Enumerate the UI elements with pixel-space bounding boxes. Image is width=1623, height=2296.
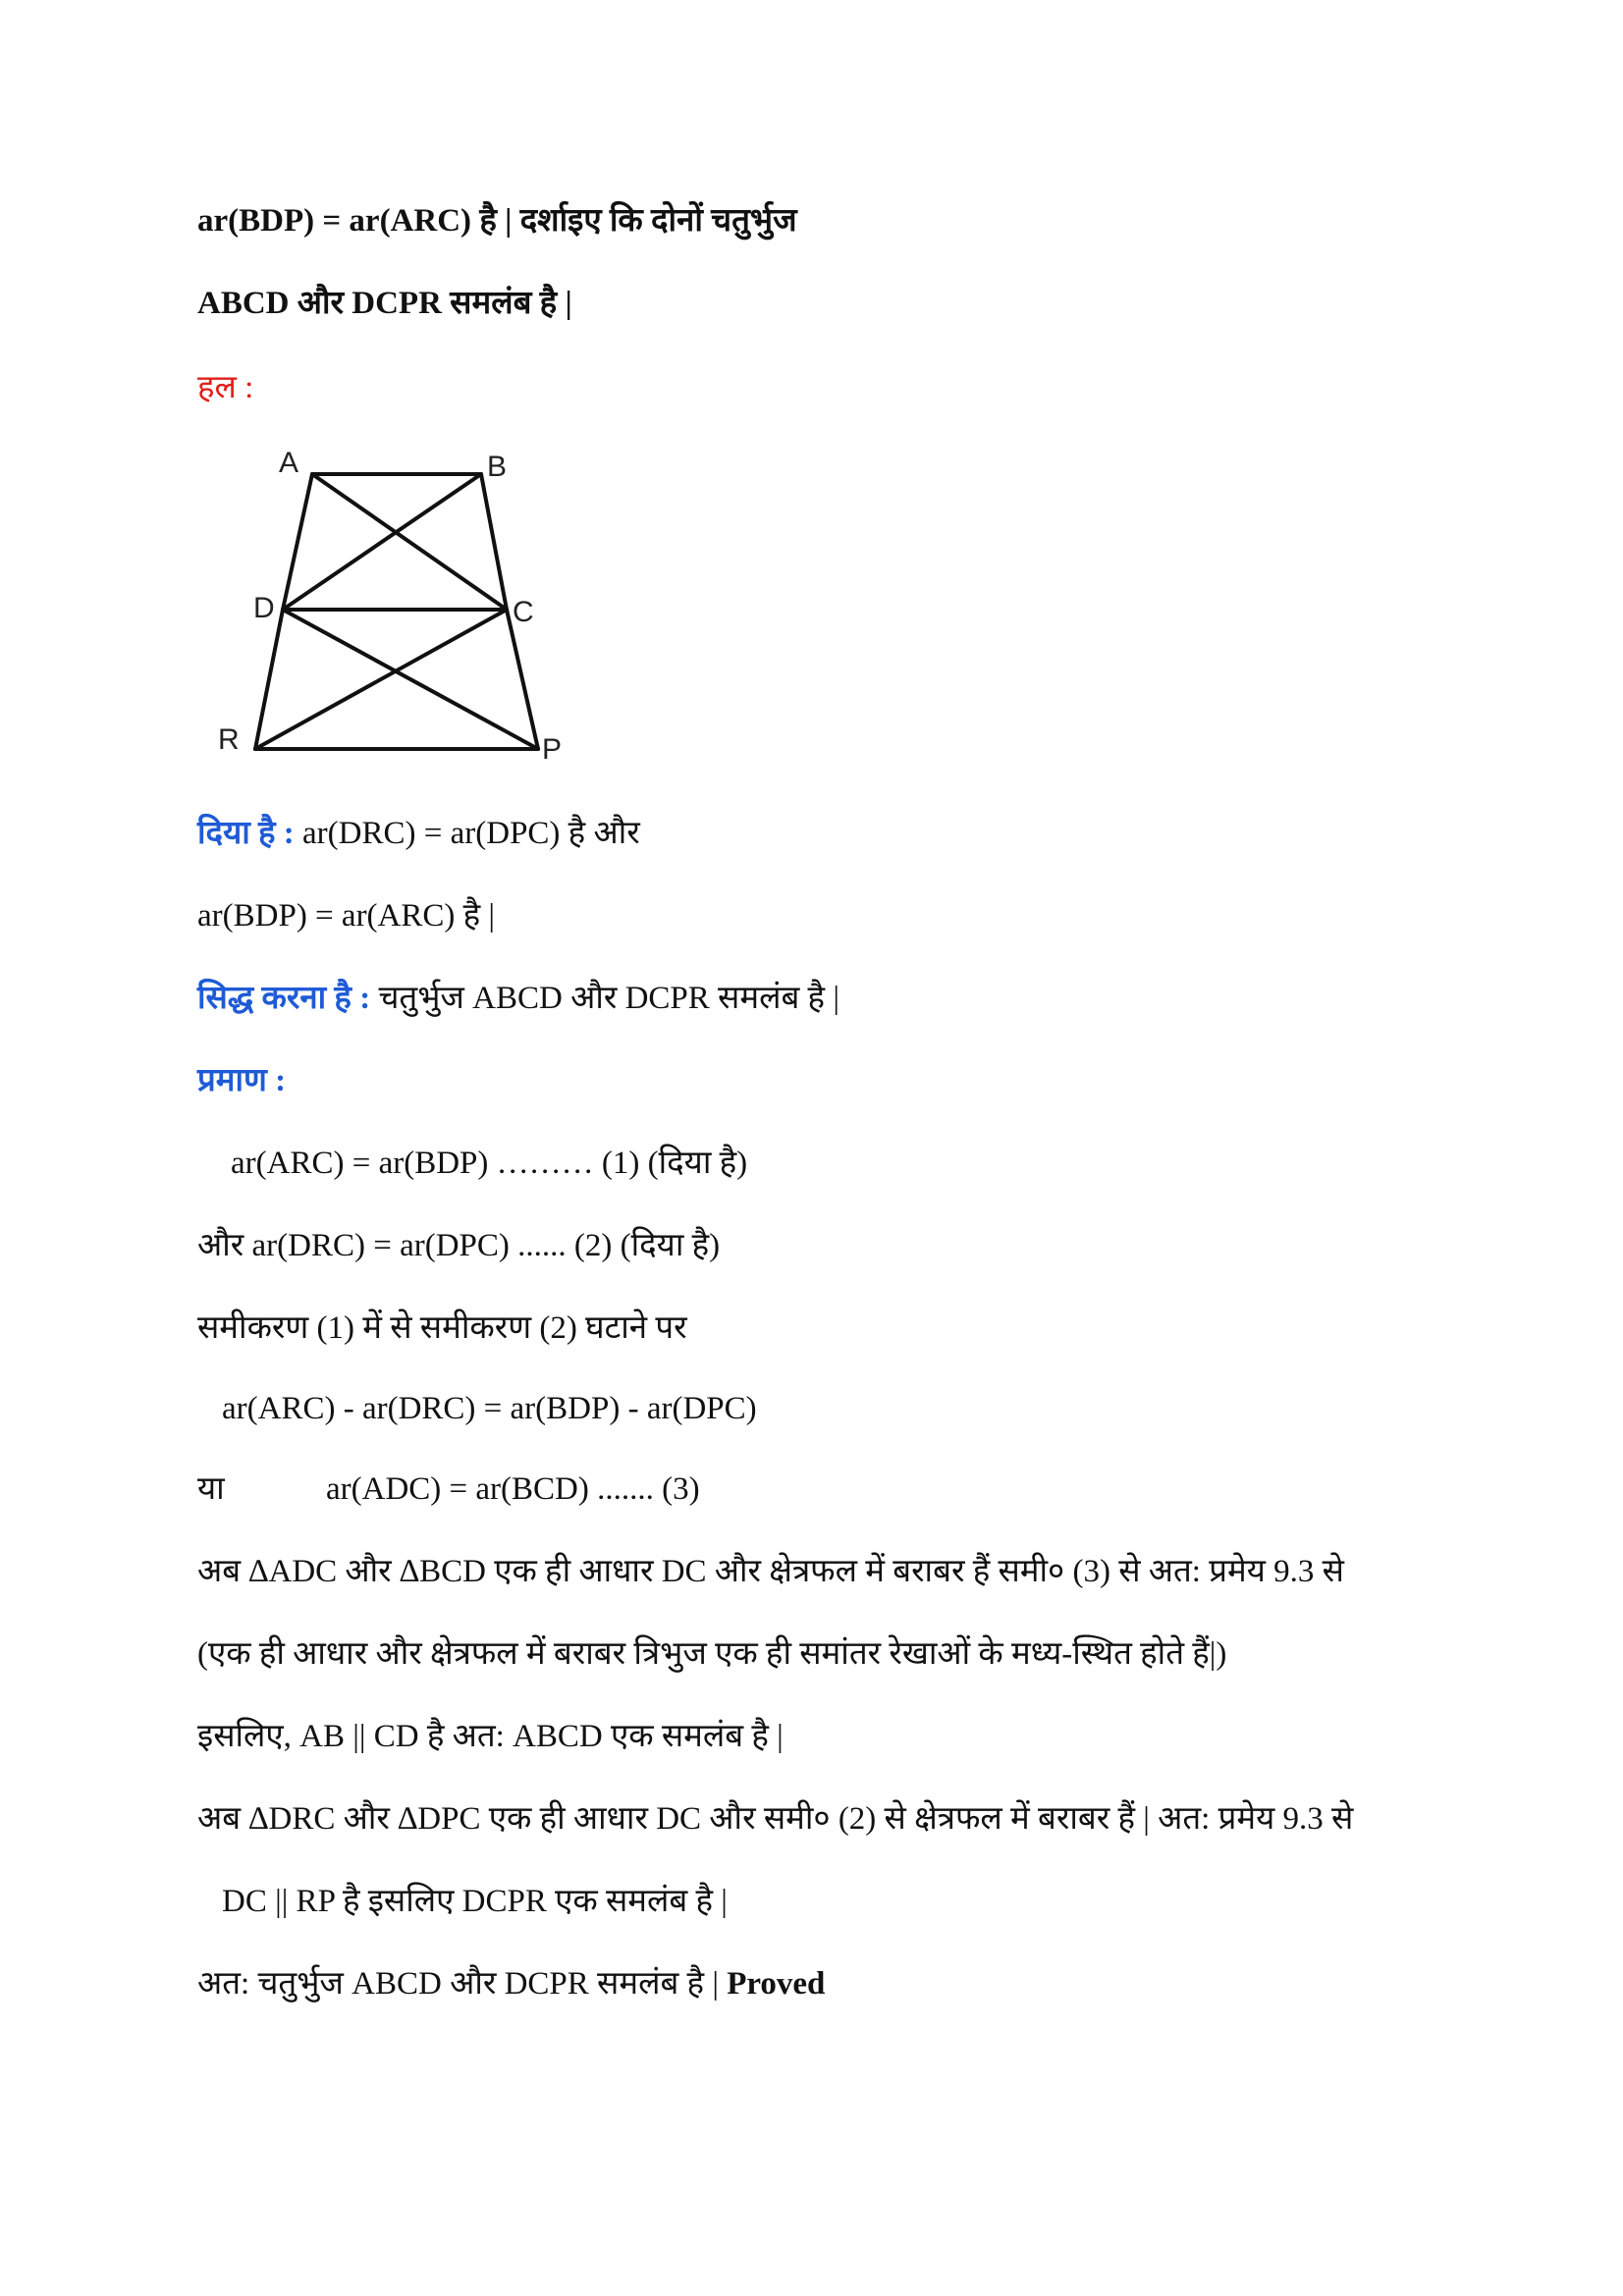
question-statement: है | दर्शाइए कि दोनों चतुर्भुज <box>479 203 797 239</box>
solution-label: हल : <box>197 370 254 405</box>
proof-step-10: DC || RP है इसलिए DCPR एक समलंब है | <box>222 1884 728 1919</box>
vertex-label-b: B <box>487 451 508 483</box>
vertex-label-a: A <box>279 447 299 479</box>
proof-step-5: ar(ADC) = ar(BCD) ....... (3) <box>326 1471 700 1507</box>
given-line-1 <box>197 813 640 854</box>
segment-bd <box>283 474 481 610</box>
question-line-1 <box>197 200 797 241</box>
given-text-1: ar(DRC) = ar(DPC) है और <box>294 816 640 851</box>
vertex-label-p: P <box>542 733 563 766</box>
proof-step-7: (एक ही आधार और क्षेत्रफल में बराबर त्रिभुज एक ही समांतर रेखाओं के मध्य-स्थित होते हैं|) <box>197 1636 1227 1672</box>
proof-step-5-prefix: या <box>197 1471 225 1507</box>
proof-step-1: ar(ARC) = ar(BDP) ……… (1) (दिया है) <box>231 1146 748 1181</box>
segment-dp <box>283 610 538 749</box>
conclusion-line <box>197 1963 825 2004</box>
segment-bc <box>481 474 507 610</box>
proof-step-3: समीकरण (1) में से समीकरण (2) घटाने पर <box>197 1310 687 1346</box>
segment-ad <box>283 474 312 610</box>
segment-ac <box>312 474 507 610</box>
to-prove-text: चतुर्भुज ABCD और DCPR समलंब है | <box>370 981 839 1016</box>
vertex-label-r: R <box>218 723 240 756</box>
vertex-label-c: C <box>513 596 534 628</box>
proof-label: प्रमाण : <box>197 1063 287 1098</box>
to-prove-line <box>197 978 839 1019</box>
trapezium-figure <box>206 447 579 771</box>
question-equation: ar(BDP) = ar(ARC) <box>197 203 480 239</box>
proof-step-4: ar(ARC) - ar(DRC) = ar(BDP) - ar(DPC) <box>222 1391 757 1426</box>
proved-label: Proved <box>727 1966 826 2002</box>
question-line-2: ABCD और DCPR समलंब है | <box>197 286 572 321</box>
to-prove-label: सिद्ध करना है : <box>197 981 371 1016</box>
proof-step-9: अब ∆DRC और ∆DPC एक ही आधार DC और समी० (2) से क्षेत्रफल में बराबर हैं | अत: प्रमेय 9.3 से <box>197 1801 1354 1837</box>
given-line-2: ar(BDP) = ar(ARC) है | <box>197 898 496 934</box>
proof-step-8: इसलिए, AB || CD है अत: ABCD एक समलंब है | <box>197 1719 784 1754</box>
vertex-label-d: D <box>253 592 275 624</box>
proof-step-6: अब ∆ADC और ∆BCD एक ही आधार DC और क्षेत्रफल में बराबर हैं समी० (3) से अत: प्रमेय 9.3 से <box>197 1554 1344 1589</box>
segment-cp <box>507 610 538 749</box>
segment-cr <box>255 610 507 749</box>
given-label: दिया है : <box>197 816 295 851</box>
conclusion-text: अत: चतुर्भुज ABCD और DCPR समलंब है | <box>197 1966 728 2002</box>
proof-step-2: और ar(DRC) = ar(DPC) ...... (2) (दिया है) <box>197 1228 721 1263</box>
segment-dr <box>255 610 283 749</box>
